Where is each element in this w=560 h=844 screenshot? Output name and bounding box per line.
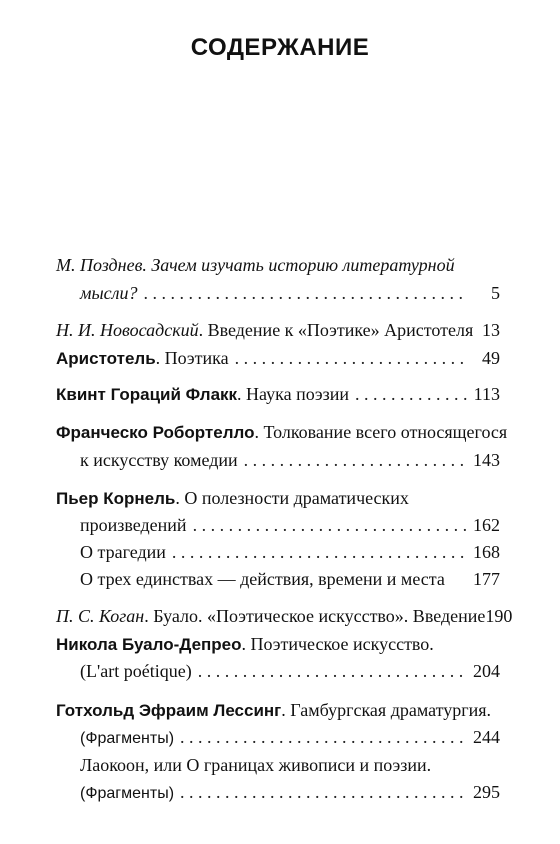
leader-dots (144, 283, 468, 304)
entry-author: Готхольд Эфраим Лессинг (56, 701, 282, 720)
toc-entry-novosadsky[interactable] (56, 320, 500, 346)
entry-title: . Зачем изучать историю литературной (142, 255, 455, 275)
entry-title: . Гамбургская драматургия. (281, 700, 492, 720)
entry-author: Никола Буало-Депрео (56, 635, 242, 654)
toc-entry-three-unities[interactable] (80, 569, 500, 595)
entry-title-cont: к искусству комедии (80, 450, 238, 470)
toc-entry-corneille[interactable] (56, 488, 500, 514)
leader-dots (172, 542, 467, 563)
entry-page: 162 (473, 515, 500, 535)
leader-dots (180, 782, 467, 803)
leader-dots (198, 661, 467, 682)
entry-title: . Поэтика (155, 348, 229, 368)
entry-page: 295 (473, 782, 500, 802)
entry-title: . О полезности драматических (175, 488, 409, 508)
entry-title: О трех единствах — действия, времени и места (80, 569, 445, 589)
toc-entry-boileau-cont[interactable] (80, 661, 500, 687)
entry-page: 13 (482, 320, 500, 340)
toc-entry-kogan[interactable] (56, 606, 513, 632)
entry-page: 143 (473, 450, 500, 470)
entry-title-cont: (Фрагменты) (80, 730, 175, 747)
entry-page: 5 (491, 283, 500, 303)
entry-page: 168 (473, 542, 500, 562)
entry-title: . Наука поэзии (237, 384, 350, 404)
entry-title: . Толкование всего относящегося (254, 422, 508, 442)
entry-author: П. С. Коган (56, 606, 145, 626)
entry-title-cont: мысли? (80, 283, 138, 303)
entry-title: Лаокоон, или О границах живописи и поэзии. (80, 755, 432, 775)
entry-author: М. Позднев (56, 255, 143, 275)
entry-page: 244 (473, 727, 500, 747)
entry-page: 177 (473, 569, 500, 589)
page-title: СОДЕРЖАНИЕ (190, 34, 370, 61)
leader-dots (180, 727, 467, 748)
toc-entry-lessing-cont[interactable] (80, 727, 500, 753)
toc-entry-corneille-cont[interactable] (80, 515, 500, 541)
entry-page: 190 (485, 606, 513, 626)
leader-dots (244, 450, 467, 471)
toc-entry-robortello-cont[interactable] (80, 450, 500, 476)
entry-title: . Буало. «Поэтическое искусство». Введение (144, 606, 486, 626)
entry-author: Квинт Гораций Флакк (56, 385, 238, 404)
leader-dots (193, 515, 467, 536)
toc-entry-pozdnev-cont[interactable] (80, 283, 500, 309)
toc-entry-robortello[interactable] (56, 422, 508, 448)
entry-author: Франческо Робортелло (56, 423, 255, 442)
toc-entry-laocoon-cont[interactable] (80, 782, 500, 808)
entry-page: 204 (473, 661, 500, 681)
toc-entry-aristotle[interactable] (56, 348, 500, 374)
entry-page: 49 (482, 348, 500, 368)
toc-entry-pozdnev[interactable] (56, 255, 500, 281)
entry-title: . Введение к «Поэтике» Аристотеля (198, 320, 474, 340)
leader-dots (355, 384, 468, 405)
entry-title-cont: (Фрагменты) (80, 785, 175, 802)
toc-entry-lessing[interactable] (56, 700, 500, 726)
entry-author: Н. И. Новосадский (56, 320, 199, 340)
toc-entry-boileau[interactable] (56, 634, 500, 660)
toc-entry-horace[interactable] (56, 384, 500, 410)
entry-page: 113 (473, 384, 500, 404)
entry-title: . Поэтическое искусство. (241, 634, 434, 654)
entry-author: Пьер Корнель (56, 489, 176, 508)
entry-title-cont: (L'art poétique) (80, 661, 192, 681)
entry-title: О трагедии (80, 542, 166, 562)
toc-entry-tragedy[interactable] (80, 542, 500, 568)
entry-title-cont: произведений (80, 515, 187, 535)
leader-dots (235, 348, 468, 369)
entry-author: Аристотель (56, 349, 156, 368)
toc-entry-laocoon[interactable] (80, 755, 500, 781)
